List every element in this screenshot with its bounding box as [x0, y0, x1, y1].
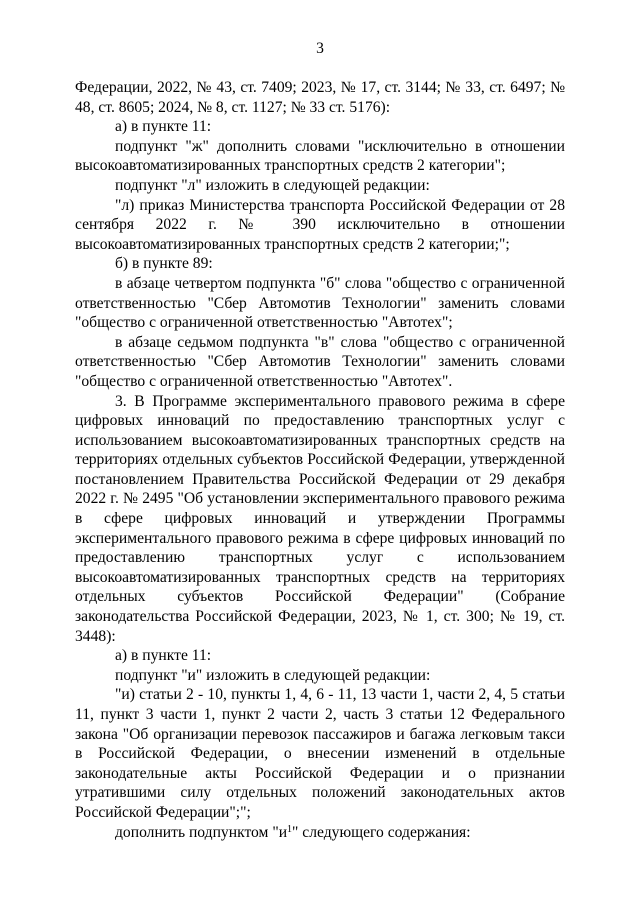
- document-body: [75, 78, 565, 842]
- paragraph-item-a-point-11-second: а) в пункте 11:: [115, 647, 212, 665]
- page-number: 3: [316, 40, 324, 57]
- paragraph-abzac-4: в абзаце четвертом подпункта "б" слова "общество с ограниченной ответственностью "Сбер Автомотив Технологии" заменить словами "общество с ограниченной ответственностью "Автотех";: [75, 274, 565, 332]
- paragraph-abzac-7: в абзаце седьмом подпункта "в" слова "общество с ограниченной ответственностью "Сбер Автомотив Технологии" заменить словами "общество с ограниченной ответственностью "Автотех".: [75, 333, 565, 390]
- paragraph-subitem-l-text: "л) приказ Министерства транспорта Российской Федерации от 28 сентября 2022 г. № 390 исключительно в отношении высокоавтоматизированных транспортных средств 2 категории;";: [75, 196, 565, 253]
- superscript-index: 1: [287, 823, 293, 835]
- paragraph-add-subitem-i1: [75, 823, 565, 843]
- paragraph-section-3: 3. В Программе экспериментального правового режима в сфере цифровых инноваций по предоставлению транспортных услуг с использованием высокоавтоматизированных транспортных средств на территориях отдельных субъектов Российской Федерации, утвержденной постановлением Правительства Российской Федерации от 29 декабря 2022 г. № 2495 "Об установлении экспериментального правового режима в сфере цифровых инноваций и утверждении Программы экспериментального правового режима в сфере цифровых инноваций по предоставлению транспортных услуг с использованием высокоавтоматизированных транспортных средств на территориях отдельных субъектов Российской Федерации" (Собрание законодательства Российской Федерации, 2023, № 1, ст. 300; № 19, ст. 3448):: [75, 392, 565, 645]
- paragraph-subitem-l-intro: подпункт "л" изложить в следующей редакции:: [115, 176, 430, 194]
- paragraph-item-a-point-11: а) в пункте 11:: [115, 118, 212, 136]
- paragraph-subitem-i-text: "и) статьи 2 - 10, пункты 1, 4, 6 - 11, 13 части 1, части 2, 4, 5 статьи 11, пункт 3 части 1, пункт 2 части 2, часть 3 статьи 12 Федерального закона "Об организации перевозок пассажиров и багажа легковым такси в Российской Федерации, о внесении изменений в отдельные законодательные акты Российской Федерации и о признании утратившими силу отдельных положений законодательных актов Российской Федерации";";: [75, 686, 565, 821]
- paragraph-add-subitem-i1-before: дополнить подпунктом "и: [115, 823, 288, 841]
- paragraph-item-b-point-89: б) в пункте 89:: [115, 255, 213, 273]
- paragraph-citation-continuation: Федерации, 2022, № 43, ст. 7409; 2023, № 17, ст. 3144; № 33, ст. 6497; № 48, ст. 8605; 2024, № 8, ст. 1127; № 33 ст. 5176):: [75, 79, 565, 116]
- paragraph-subitem-i-intro: подпункт "и" изложить в следующей редакции:: [115, 666, 431, 684]
- paragraph-subitem-zh: подпункт "ж" дополнить словами "исключительно в отношении высокоавтоматизированных транспортных средств 2 категории";: [75, 137, 565, 175]
- paragraph-add-subitem-i1-after: " следующего содержания:: [292, 823, 471, 841]
